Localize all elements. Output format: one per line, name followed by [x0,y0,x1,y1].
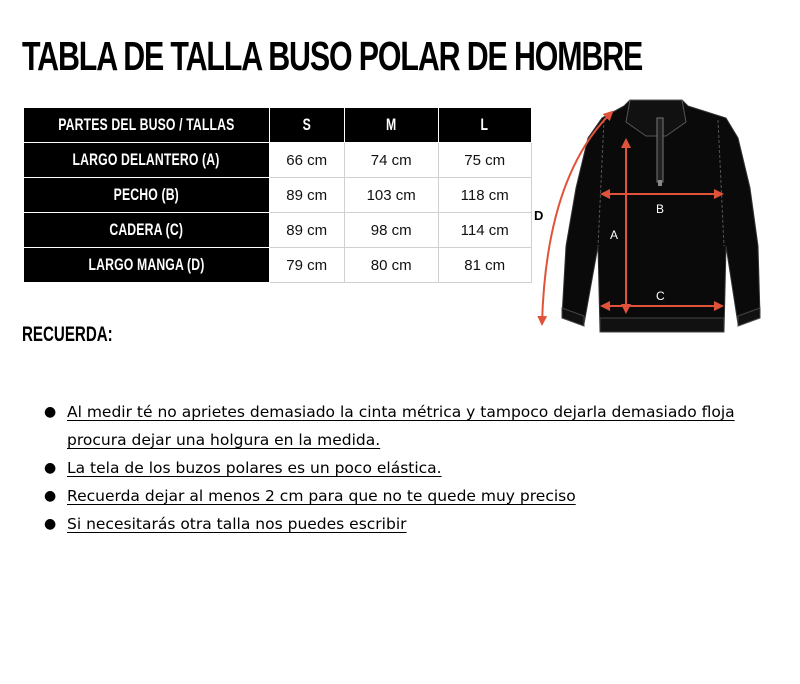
table-row [24,248,532,283]
table-row [24,143,532,178]
row-label-pecho: PECHO (B) [24,178,270,213]
label-b: B [656,202,665,216]
table-cell: 79 cm [269,248,344,283]
label-a: A [610,228,619,242]
list-item [44,482,774,510]
table-cell: 114 cm [438,213,531,248]
reminder-list [44,398,774,538]
table-header-parts: PARTES DEL BUSO / TALLAS [24,108,270,143]
reminder-link[interactable]: La tela de los buzos polares es un poco elástica. [67,459,442,477]
list-item [44,510,774,538]
bullet-icon: ● [44,516,57,532]
zipper-shape [657,118,663,182]
table-cell: 118 cm [438,178,531,213]
table-header-size-s: S [269,108,344,143]
row-label-cadera: CADERA (C) [24,213,270,248]
sweater-measurement-diagram [526,96,782,342]
reminder-link[interactable]: Recuerda dejar al menos 2 cm para que no te quede muy preciso [67,487,576,505]
table-header-row [24,108,532,143]
reminder-link[interactable]: Si necesitarás otra talla nos puedes escribir [67,515,407,533]
table-cell: 98 cm [344,213,438,248]
table-row [24,213,532,248]
table-cell: 103 cm [344,178,438,213]
table-header-size-l: L [438,108,531,143]
table-cell: 75 cm [438,143,531,178]
page-title: TABLA DE TALLA BUSO POLAR DE HOMBRE [22,33,643,79]
bullet-icon: ● [44,488,57,504]
table-cell: 74 cm [344,143,438,178]
label-c: C [656,289,665,303]
row-label-largo-delantero: LARGO DELANTERO (A) [24,143,270,178]
reminder-heading: RECUERDA: [22,323,113,346]
reminder-link[interactable]: Al medir té no aprietes demasiado la cinta métrica y tampoco dejarla demasiado floja procura dejar una holgura en la medida. [67,403,735,449]
table-cell: 89 cm [269,178,344,213]
row-label-largo-manga: LARGO MANGA (D) [24,248,270,283]
label-d: D [534,208,544,223]
table-header-size-m: M [344,108,438,143]
bullet-icon: ● [44,460,57,476]
table-cell: 81 cm [438,248,531,283]
table-cell: 89 cm [269,213,344,248]
table-row [24,178,532,213]
list-item [44,398,774,454]
table-cell: 66 cm [269,143,344,178]
list-item [44,454,774,482]
bullet-icon: ● [44,404,57,420]
table-cell: 80 cm [344,248,438,283]
size-table [23,107,532,283]
